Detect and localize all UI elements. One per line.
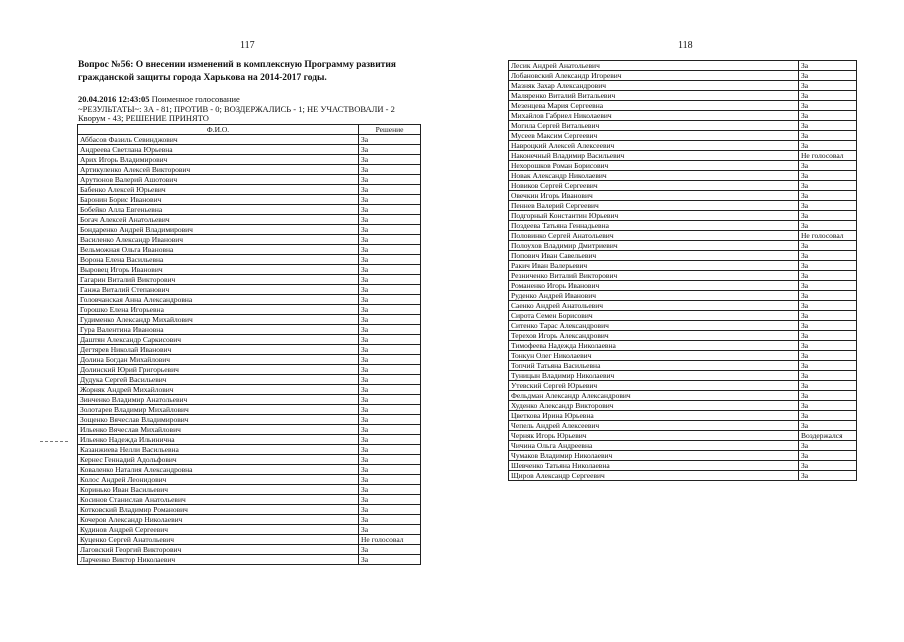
- table-row: [509, 341, 857, 351]
- decision-cell: За: [799, 411, 857, 421]
- decision-cell: За: [359, 215, 421, 225]
- deputy-name: Долинский Юрий Григорьевич: [78, 365, 359, 375]
- deputy-name: Аббасов Фазиль Севинджович: [78, 135, 359, 145]
- deputy-name: Куценко Сергей Анатольевич: [78, 535, 359, 545]
- deputy-name: Кернес Геннадий Адольфович: [78, 455, 359, 465]
- decision-cell: Не голосовал: [799, 231, 857, 241]
- deputy-name: Овечкин Игорь Иванович: [509, 191, 799, 201]
- deputy-name: Руденко Андрей Иванович: [509, 291, 799, 301]
- decision-cell: За: [359, 335, 421, 345]
- vote-results: ~РЕЗУЛЬТАТЫ~: ЗА - 81; ПРОТИВ - 0; ВОЗДЕРЖАЛИСЬ - 1; НЕ УЧАСТВОВАЛИ - 2: [78, 103, 395, 114]
- deputy-name: Вельможная Ольга Ивановна: [78, 245, 359, 255]
- table-row: [78, 235, 421, 245]
- decision-cell: За: [799, 421, 857, 431]
- decision-cell: За: [359, 415, 421, 425]
- deputy-name: Артикуленко Алексей Викторович: [78, 165, 359, 175]
- decision-cell: За: [359, 185, 421, 195]
- decision-cell: За: [359, 345, 421, 355]
- table-row: [509, 451, 857, 461]
- table-row: [78, 265, 421, 275]
- decision-cell: За: [799, 401, 857, 411]
- table-row: [78, 215, 421, 225]
- table-row: [509, 101, 857, 111]
- table-row: [509, 71, 857, 81]
- decision-cell: За: [799, 471, 857, 481]
- deputy-name: Баронин Борис Иванович: [78, 195, 359, 205]
- table-row: [78, 405, 421, 415]
- decision-cell: За: [799, 271, 857, 281]
- table-row: [509, 421, 857, 431]
- decision-cell: За: [799, 121, 857, 131]
- page-number: 118: [678, 40, 693, 51]
- deputy-name: Жорняк Андрей Михайлович: [78, 385, 359, 395]
- decision-cell: За: [359, 295, 421, 305]
- table-row: [78, 485, 421, 495]
- table-row: [78, 415, 421, 425]
- table-row: [509, 181, 857, 191]
- deputy-name: Романенко Игорь Иванович: [509, 281, 799, 291]
- table-row: [509, 241, 857, 251]
- decision-cell: За: [799, 321, 857, 331]
- vote-table-left: [77, 124, 421, 565]
- table-row: [78, 285, 421, 295]
- deputy-name: Мезенцева Мария Сергеевна: [509, 101, 799, 111]
- table-row: [509, 211, 857, 221]
- decision-cell: Воздержался: [799, 431, 857, 441]
- table-row: [509, 311, 857, 321]
- deputy-name: Ганжа Виталий Степанович: [78, 285, 359, 295]
- table-row: [78, 515, 421, 525]
- deputy-name: Полоухов Владимир Дмитриевич: [509, 241, 799, 251]
- deputy-name: Выровец Игорь Иванович: [78, 265, 359, 275]
- decision-cell: За: [359, 265, 421, 275]
- decision-cell: За: [359, 155, 421, 165]
- deputy-name: Лобановский Александр Игоревич: [509, 71, 799, 81]
- decision-cell: За: [799, 301, 857, 311]
- decision-cell: За: [799, 351, 857, 361]
- decision-cell: За: [359, 165, 421, 175]
- deputy-name: Дегтярев Николай Иванович: [78, 345, 359, 355]
- decision-cell: За: [799, 161, 857, 171]
- deputy-name: Навроцкий Алексей Алексеевич: [509, 141, 799, 151]
- decision-cell: За: [799, 371, 857, 381]
- deputy-name: Могила Сергей Витальевич: [509, 121, 799, 131]
- decision-cell: За: [359, 255, 421, 265]
- table-row: [78, 385, 421, 395]
- deputy-name: Черняк Игорь Юрьевич: [509, 431, 799, 441]
- vote-info: [78, 95, 428, 124]
- table-row: [78, 205, 421, 215]
- deputy-name: Чумаков Владимир Николаевич: [509, 451, 799, 461]
- deputy-name: Ларченко Виктор Николаевич: [78, 555, 359, 565]
- table-row: [509, 331, 857, 341]
- deputy-name: Мазняк Захар Александрович: [509, 81, 799, 91]
- decision-cell: За: [359, 495, 421, 505]
- deputy-name: Коваленко Наталия Александровна: [78, 465, 359, 475]
- deputy-name: Щиров Александр Сергеевич: [509, 471, 799, 481]
- deputy-name: Цветкова Ирина Юрьевна: [509, 411, 799, 421]
- decision-cell: За: [359, 315, 421, 325]
- table-row: [509, 171, 857, 181]
- decision-cell: За: [359, 205, 421, 215]
- deputy-name: Тимофеева Надежда Николаевна: [509, 341, 799, 351]
- table-row: [509, 411, 857, 421]
- table-row: [78, 295, 421, 305]
- table-row: [78, 155, 421, 165]
- deputy-name: Даштян Александр Саркисович: [78, 335, 359, 345]
- deputy-name: Чепель Андрей Алексеевич: [509, 421, 799, 431]
- decision-cell: За: [359, 285, 421, 295]
- table-row: [509, 291, 857, 301]
- table-row: [78, 495, 421, 505]
- deputy-name: Ильенко Вячеслав Михайлович: [78, 425, 359, 435]
- table-row: [78, 255, 421, 265]
- decision-cell: За: [799, 91, 857, 101]
- deputy-name: Долина Богдан Михайлович: [78, 355, 359, 365]
- deputy-name: Головчанская Анна Александровна: [78, 295, 359, 305]
- table-row: [78, 425, 421, 435]
- decision-cell: За: [799, 391, 857, 401]
- decision-cell: За: [359, 135, 421, 145]
- deputy-name: Саенко Андрей Анатольевич: [509, 301, 799, 311]
- deputy-name: Колос Андрей Леонидович: [78, 475, 359, 485]
- table-row: [78, 275, 421, 285]
- deputy-name: Наконечный Владимир Васильевич: [509, 151, 799, 161]
- deputy-name: Ворона Елена Васильевна: [78, 255, 359, 265]
- decision-cell: За: [359, 555, 421, 565]
- table-row: [78, 225, 421, 235]
- table-row: [78, 355, 421, 365]
- decision-cell: За: [359, 365, 421, 375]
- decision-cell: За: [359, 475, 421, 485]
- decision-cell: За: [799, 131, 857, 141]
- table-row: [78, 315, 421, 325]
- deputy-name: Косинов Станислав Анатольевич: [78, 495, 359, 505]
- table-row: [78, 455, 421, 465]
- decision-cell: За: [359, 325, 421, 335]
- table-header-row: [78, 125, 421, 135]
- decision-cell: За: [359, 385, 421, 395]
- decision-cell: За: [359, 505, 421, 515]
- deputy-name: Пеннев Валерий Сергеевич: [509, 201, 799, 211]
- table-row: [78, 165, 421, 175]
- decision-cell: За: [799, 361, 857, 371]
- deputy-name: Половинко Сергей Анатольевич: [509, 231, 799, 241]
- deputy-name: Лесик Андрей Анатольевич: [509, 61, 799, 71]
- table-row: [509, 441, 857, 451]
- decision-cell: За: [359, 515, 421, 525]
- header-name: Ф.И.О.: [78, 125, 359, 135]
- deputy-name: Топчий Татьяна Васильевна: [509, 361, 799, 371]
- decision-cell: За: [799, 111, 857, 121]
- decision-cell: За: [359, 545, 421, 555]
- table-row: [78, 145, 421, 155]
- decision-cell: За: [799, 331, 857, 341]
- table-row: [78, 365, 421, 375]
- deputy-name: Зощенко Вячеслав Владимирович: [78, 415, 359, 425]
- deputy-name: Богач Алексей Анатольевич: [78, 215, 359, 225]
- decision-cell: За: [799, 211, 857, 221]
- deputy-name: Коринько Иван Васильевич: [78, 485, 359, 495]
- table-row: [509, 111, 857, 121]
- table-row: [78, 555, 421, 565]
- decision-cell: За: [799, 61, 857, 71]
- table-row: [78, 375, 421, 385]
- table-row: [78, 245, 421, 255]
- deputy-name: Лаговский Георгий Викторович: [78, 545, 359, 555]
- deputy-name: Казанжиева Нелли Васильевна: [78, 445, 359, 455]
- table-row: [509, 121, 857, 131]
- deputy-name: Туницын Владимир Николаевич: [509, 371, 799, 381]
- decision-cell: За: [359, 485, 421, 495]
- decision-cell: За: [359, 305, 421, 315]
- table-row: [78, 305, 421, 315]
- deputy-name: Арутюнов Валерий Ашотович: [78, 175, 359, 185]
- table-row: [509, 201, 857, 211]
- table-row: [78, 185, 421, 195]
- table-row: [509, 431, 857, 441]
- decision-cell: За: [799, 381, 857, 391]
- margin-mark: [40, 441, 68, 442]
- decision-cell: За: [359, 405, 421, 415]
- deputy-name: Арих Игорь Владимирович: [78, 155, 359, 165]
- table-row: [78, 195, 421, 205]
- table-row: [509, 81, 857, 91]
- table-row: [509, 161, 857, 171]
- table-row: [509, 271, 857, 281]
- table-row: [509, 231, 857, 241]
- table-row: [78, 395, 421, 405]
- deputy-name: Утевский Сергей Юрьевич: [509, 381, 799, 391]
- table-row: [509, 361, 857, 371]
- deputy-name: Фельдман Александр Александрович: [509, 391, 799, 401]
- table-row: [509, 221, 857, 231]
- decision-cell: За: [799, 181, 857, 191]
- table-row: [509, 351, 857, 361]
- decision-cell: Не голосовал: [799, 151, 857, 161]
- table-row: [509, 371, 857, 381]
- decision-cell: За: [799, 71, 857, 81]
- deputy-name: Чичина Ольга Андреевна: [509, 441, 799, 451]
- decision-cell: За: [799, 221, 857, 231]
- decision-cell: За: [799, 191, 857, 201]
- deputy-name: Шевченко Татьяна Николаевна: [509, 461, 799, 471]
- table-row: [509, 461, 857, 471]
- deputy-name: Кочеров Александр Николаевич: [78, 515, 359, 525]
- decision-cell: За: [359, 245, 421, 255]
- decision-cell: За: [799, 311, 857, 321]
- decision-cell: За: [359, 465, 421, 475]
- decision-cell: За: [799, 81, 857, 91]
- deputy-name: Золотарев Владимир Михайлович: [78, 405, 359, 415]
- vote-quorum: Кворум - 43; РЕШЕНИЕ ПРИНЯТО: [78, 113, 209, 123]
- table-row: [509, 151, 857, 161]
- decision-cell: За: [359, 455, 421, 465]
- decision-cell: За: [799, 451, 857, 461]
- deputy-name: Ракич Иван Валерьевич: [509, 261, 799, 271]
- table-row: [78, 345, 421, 355]
- decision-cell: За: [799, 171, 857, 181]
- table-row: [509, 191, 857, 201]
- decision-cell: За: [359, 145, 421, 155]
- deputy-name: Подгорный Константин Юрьевич: [509, 211, 799, 221]
- table-row: [78, 505, 421, 515]
- deputy-name: Попович Иван Савельевич: [509, 251, 799, 261]
- decision-cell: За: [799, 201, 857, 211]
- deputy-name: Худенко Александр Викторович: [509, 401, 799, 411]
- deputy-name: Ильенко Надежда Ильинична: [78, 435, 359, 445]
- deputy-name: Мусеев Максим Сергеевич: [509, 131, 799, 141]
- table-row: [78, 465, 421, 475]
- table-row: [509, 141, 857, 151]
- deputy-name: Михайлов Габриел Николаевич: [509, 111, 799, 121]
- table-row: [509, 391, 857, 401]
- table-row: [78, 445, 421, 455]
- decision-cell: За: [799, 281, 857, 291]
- table-row: [78, 325, 421, 335]
- decision-cell: За: [359, 525, 421, 535]
- deputy-name: Терехов Игорь Александрович: [509, 331, 799, 341]
- deputy-name: Новак Александр Николаевич: [509, 171, 799, 181]
- decision-cell: За: [799, 261, 857, 271]
- table-row: [78, 175, 421, 185]
- table-row: [78, 545, 421, 555]
- table-row: [509, 471, 857, 481]
- decision-cell: За: [359, 275, 421, 285]
- vote-type: Поименное голосование: [151, 94, 240, 104]
- deputy-name: Гагарин Виталий Викторович: [78, 275, 359, 285]
- vote-datetime: 20.04.2016 12:43:05: [78, 94, 150, 104]
- decision-cell: За: [359, 395, 421, 405]
- table-row: [509, 61, 857, 71]
- table-row: [509, 301, 857, 311]
- deputy-name: Кудинов Андрей Сергеевич: [78, 525, 359, 535]
- deputy-name: Котковский Владимир Романович: [78, 505, 359, 515]
- decision-cell: За: [799, 461, 857, 471]
- decision-cell: За: [799, 291, 857, 301]
- table-row: [78, 535, 421, 545]
- deputy-name: Василенко Александр Иванович: [78, 235, 359, 245]
- decision-cell: За: [359, 175, 421, 185]
- table-row: [509, 381, 857, 391]
- page-number: 117: [240, 40, 255, 51]
- deputy-name: Дудука Сергей Васильевич: [78, 375, 359, 385]
- deputy-name: Ситенко Тарас Александрович: [509, 321, 799, 331]
- decision-cell: За: [799, 441, 857, 451]
- table-row: [509, 401, 857, 411]
- header-decision: Решение: [359, 125, 421, 135]
- table-row: [509, 91, 857, 101]
- decision-cell: За: [799, 101, 857, 111]
- deputy-name: Поздеева Татьяна Геннадьевна: [509, 221, 799, 231]
- table-row: [78, 475, 421, 485]
- deputy-name: Резниченко Виталий Викторович: [509, 271, 799, 281]
- decision-cell: За: [799, 241, 857, 251]
- decision-cell: За: [359, 235, 421, 245]
- deputy-name: Сирота Семен Борисович: [509, 311, 799, 321]
- decision-cell: За: [799, 141, 857, 151]
- decision-cell: За: [359, 355, 421, 365]
- deputy-name: Бабенко Алексей Юрьевич: [78, 185, 359, 195]
- table-row: [78, 435, 421, 445]
- deputy-name: Нехорошков Роман Борисович: [509, 161, 799, 171]
- decision-cell: За: [359, 225, 421, 235]
- decision-cell: Не голосовал: [359, 535, 421, 545]
- decision-cell: За: [359, 195, 421, 205]
- deputy-name: Зинченко Владимир Анатольевич: [78, 395, 359, 405]
- decision-cell: За: [359, 445, 421, 455]
- table-row: [78, 525, 421, 535]
- decision-cell: За: [799, 251, 857, 261]
- deputy-name: Андреева Светлана Юрьевна: [78, 145, 359, 155]
- decision-cell: За: [359, 425, 421, 435]
- deputy-name: Бондаренко Андрей Владимирович: [78, 225, 359, 235]
- table-row: [509, 281, 857, 291]
- vote-table-right: [508, 60, 857, 481]
- table-row: [509, 321, 857, 331]
- table-row: [509, 251, 857, 261]
- deputy-name: Новиков Сергей Сергеевич: [509, 181, 799, 191]
- table-row: [509, 131, 857, 141]
- deputy-name: Бобейко Алла Евгеньевна: [78, 205, 359, 215]
- deputy-name: Гура Валентина Ивановна: [78, 325, 359, 335]
- question-heading: Вопрос №56: О внесении изменений в комплексную Программу развития гражданской защиты города Харькова на 2014-2017 годы.: [78, 60, 396, 83]
- deputy-name: Горошко Елена Игорьевна: [78, 305, 359, 315]
- table-row: [78, 335, 421, 345]
- decision-cell: За: [359, 435, 421, 445]
- decision-cell: За: [359, 375, 421, 385]
- table-row: [78, 135, 421, 145]
- decision-cell: За: [799, 341, 857, 351]
- deputy-name: Маляренко Виталий Витальевич: [509, 91, 799, 101]
- deputy-name: Гудименко Александр Михайлович: [78, 315, 359, 325]
- deputy-name: Тонкун Олег Николаевич: [509, 351, 799, 361]
- table-row: [509, 261, 857, 271]
